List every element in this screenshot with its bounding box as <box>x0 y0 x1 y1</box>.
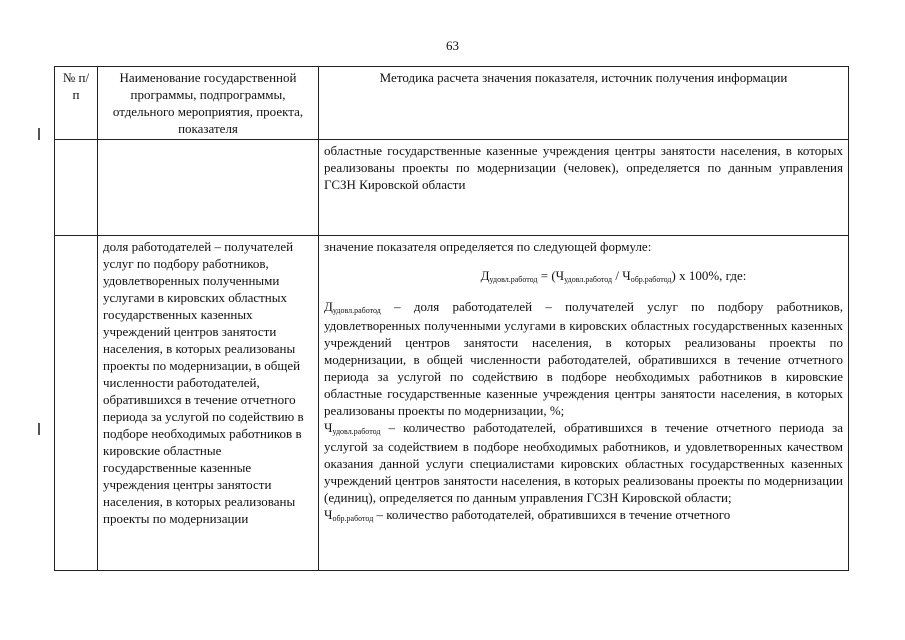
def2-text: – количество работодателей, обратившихся в течение отчетного периода за услугой за содействием в подборе необходимых работников, и удовлетворенных качеством оказания данной услуги специалистами кировских областных государственных казенных учреждений центров занятости населения, в которых реализованы проекты по модернизации (единиц), определяется по данным управления ГСЗН Кировской области; <box>324 420 843 505</box>
margin-mark-middle <box>38 423 40 435</box>
table-row <box>55 140 849 236</box>
row1-name <box>98 140 319 236</box>
indicator-methodology-table <box>54 66 849 571</box>
definition-share <box>324 298 843 419</box>
formula-lhs: Д <box>480 268 490 283</box>
row2-num <box>55 236 98 571</box>
formula-b-sub: обр.работод <box>630 275 672 284</box>
def3-subscript: обр.работод <box>332 514 374 523</box>
page-number: 63 <box>446 38 459 53</box>
def1-text: – доля работодателей – получателей услуг по подбору работников, удовлетворенных полученными услугами в кировских областных государственных казенных учреждений центров занятости населения, в которых реализованы проекты по модернизации, в общей численности работодателей, обратившихся в течение отчетного периода за услугой по содействию в подборе необходимых работников в кировские областные государственные казенные учреждения центры занятости населения, в которых реализованы проекты по модернизации, %; <box>324 299 843 418</box>
def2-subscript: удовл.работод <box>332 427 381 436</box>
header-name: Наименование государственной программы, подпрограммы, отдельного мероприятия, проекта, показателя <box>98 67 319 140</box>
definition-applied-count <box>324 506 843 525</box>
formula-tail: ) х 100%, где: <box>671 268 747 283</box>
formula <box>384 267 843 286</box>
table-header-row <box>55 67 849 140</box>
table-row <box>55 236 849 571</box>
formula-eq: = ( <box>537 268 556 283</box>
def1-symbol: Д <box>324 299 333 314</box>
formula-lhs-sub: удовл.работод <box>489 275 538 284</box>
def3-text: – количество работодателей, обратившихся в течение отчетного <box>373 507 731 522</box>
row2-method <box>319 236 849 571</box>
formula-slash: / <box>612 268 623 283</box>
margin-mark-top <box>38 128 40 140</box>
def3-symbol: Ч <box>324 507 333 522</box>
formula-b: Ч <box>622 268 631 283</box>
definition-satisfied-count <box>324 419 843 506</box>
header-method: Методика расчета значения показателя, источник получения информации <box>319 67 849 140</box>
formula-a: Ч <box>555 268 565 283</box>
row1-num <box>55 140 98 236</box>
row2-name: доля работодателей – получателей услуг по подбору работников, удовлетворенных полученными услугами в кировских областных государственных казенных учреждений центров занятости населения, в которых реализованы проекты по модернизации, в общей численности работодателей, обратившихся в течение отчетного периода за услугой по содействию в подборе необходимых работников в кировские областные государственные казенные учреждения центры занятости населения, в которых реализованы проекты по модернизации <box>98 236 319 571</box>
method-intro: значение показателя определяется по следующей формуле: <box>324 239 652 254</box>
row1-method: областные государственные казенные учреждения центры занятости населения, в которых реализованы проекты по модернизации (человек), определяется по данным управления ГСЗН Кировской области <box>319 140 849 236</box>
header-num: № п/п <box>55 67 98 140</box>
formula-a-sub: удовл.работод <box>564 275 613 284</box>
def2-symbol: Ч <box>324 420 333 435</box>
def1-subscript: удовл.работод <box>332 306 381 315</box>
